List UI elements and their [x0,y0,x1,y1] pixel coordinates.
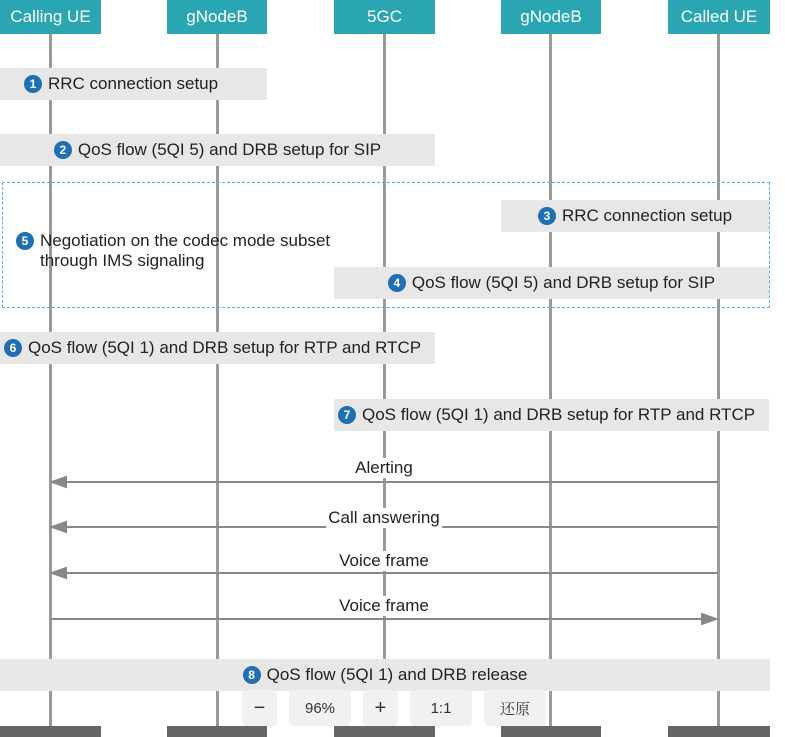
participant-calling-ue: Calling UE [0,0,101,34]
step-label: QoS flow (5QI 1) and DRB setup for RTP and RTCP [28,338,422,357]
step-label: QoS flow (5QI 5) and DRB setup for SIP [77,140,382,159]
footer-calling-ue [0,726,101,737]
actual-size-button[interactable]: 1:1 [410,690,472,726]
message-label-voice-frame-1: Voice frame [339,551,429,570]
step-label-line-2: through IMS signaling [40,251,205,270]
participant-gnodeb-2: gNodeB [501,0,601,34]
step-number-badge: 8 [243,666,261,684]
step-label: QoS flow (5QI 5) and DRB setup for SIP [411,273,716,292]
image-viewer-toolbar [242,690,546,726]
step-label: RRC connection setup [48,74,219,93]
step-number-badge: 7 [338,406,356,424]
zoom-out-button[interactable]: − [242,690,277,726]
message-label-alerting: Alerting [355,458,413,477]
step-label-line-1: Negotiation on the codec mode subset [40,231,331,250]
arrowhead-left-icon [52,477,66,487]
step-number-badge: 2 [54,141,72,159]
restore-button[interactable]: 还原 [484,690,546,726]
step-number-badge: 6 [4,339,22,357]
step-label: QoS flow (5QI 1) and DRB setup for RTP and RTCP [362,405,756,424]
footer-5gc [334,726,435,737]
step-8-band [0,659,770,691]
step-number-badge: 3 [538,207,556,225]
step-number-badge: 1 [24,75,42,93]
arrowhead-left-icon [52,522,66,532]
step-number-badge: 5 [16,232,34,250]
arrowhead-right-icon [702,614,716,624]
step-label: RRC connection setup [561,206,733,225]
message-label-call-answering: Call answering [328,508,440,527]
participant-gnodeb-1: gNodeB [167,0,267,34]
step-number-badge: 4 [388,274,406,292]
step-label: QoS flow (5QI 1) and DRB release [266,665,528,684]
zoom-level: 96% [289,690,351,726]
participant-5gc: 5GC [334,0,435,34]
footer-called-ue [668,726,770,737]
participant-called-ue: Called UE [668,0,770,34]
zoom-in-button[interactable]: + [363,690,398,726]
footer-gnodeb-1 [167,726,267,737]
footer-gnodeb-2 [501,726,601,737]
arrowhead-left-icon [52,568,66,578]
message-label-voice-frame-2: Voice frame [339,596,429,615]
